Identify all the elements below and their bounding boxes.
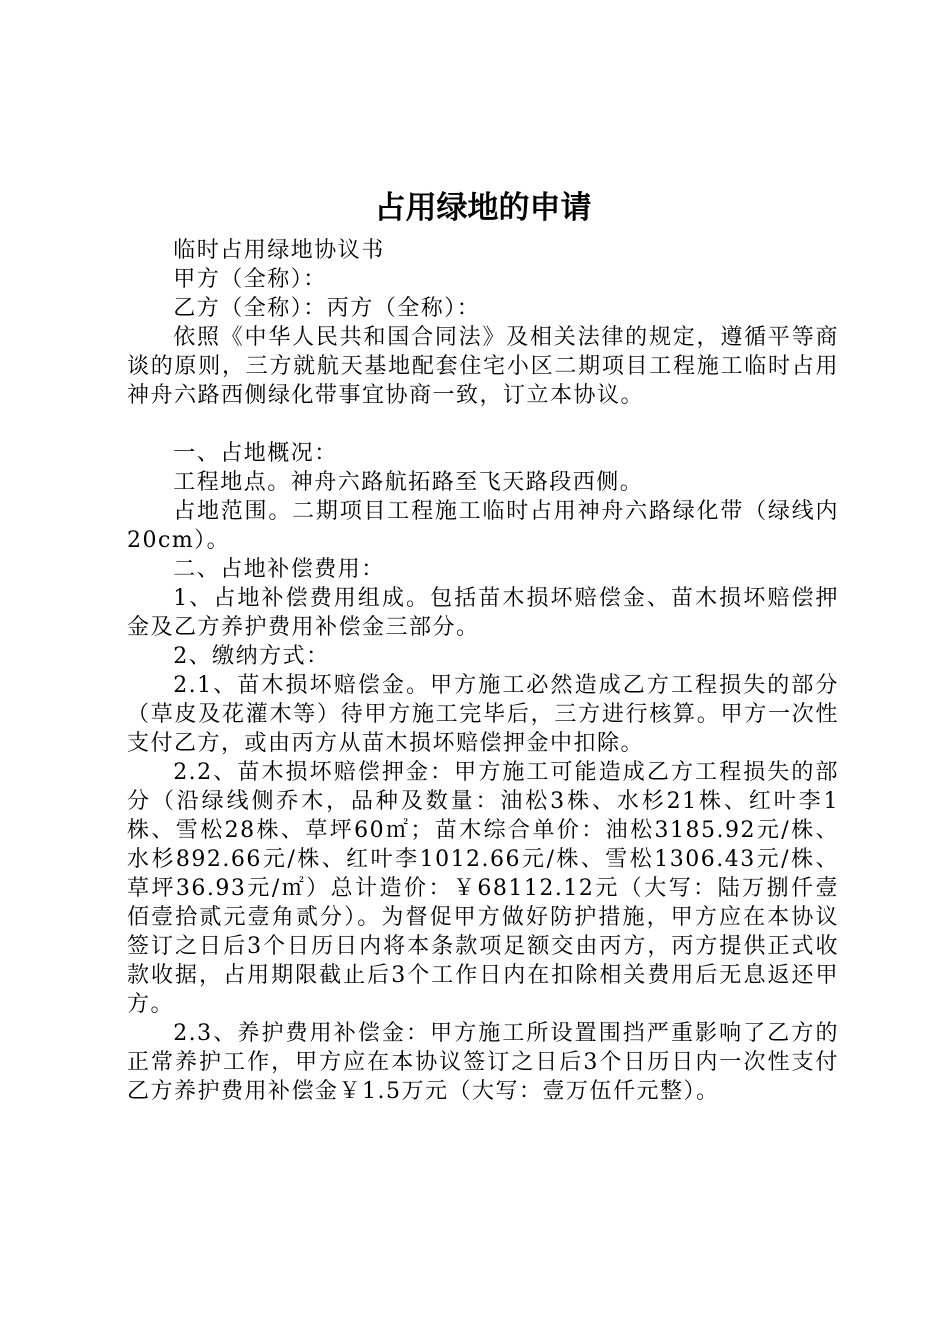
party-a-line: 甲方（全称）： xyxy=(173,267,327,292)
preamble-paragraph: 依照《中华人民共和国合同法》及相关法律的规定，遵循平等商谈的原则，三方就航天基地配套住宅小区二期项目工程施工临时占用神舟六路西侧绿化带事宜协商一致，订立本协议。 xyxy=(127,325,839,408)
section-2-heading: 二、占地补偿费用： xyxy=(173,557,385,582)
payment-method-heading: 2、缴纳方式： xyxy=(173,644,330,669)
compensation-composition-paragraph: 1、占地补偿费用组成。包括苗木损坏赔偿金、苗木损坏赔偿押金及乙方养护费用补偿金三部分。 xyxy=(127,586,839,640)
section-1-heading: 一、占地概况： xyxy=(173,441,338,466)
occupied-area-paragraph: 占地范围。二期项目工程施工临时占用神舟六路绿化带（绿线内20cm）。 xyxy=(127,499,839,553)
document-body xyxy=(127,236,839,1106)
agreement-heading: 临时占用绿地协议书 xyxy=(173,238,385,263)
clause-2-1-paragraph: 2.1、苗木损坏赔偿金。甲方施工必然造成乙方工程损失的部分（草皮及花灌木等）待甲方施工完毕后，三方进行核算。甲方一次性支付乙方，或由丙方从苗木损坏赔偿押金中扣除。 xyxy=(127,673,839,756)
document-title: 占用绿地的申请 xyxy=(374,190,592,226)
party-b-c-line: 乙方（全称）：丙方（全称）： xyxy=(173,296,481,321)
project-location-paragraph: 工程地点。神舟六路航拓路至飞天路段西侧。 xyxy=(173,470,644,495)
clause-2-3-paragraph: 2.3、养护费用补偿金：甲方施工所设置围挡严重影响了乙方的正常养护工作，甲方应在本协议签订之日后3个日历日内一次性支付乙方养护费用补偿金￥1.5万元（大写：壹万伍仟元整）。 xyxy=(127,1021,839,1104)
clause-2-2-paragraph: 2.2、苗木损坏赔偿押金：甲方施工可能造成乙方工程损失的部分（沿绿线侧乔木，品种及数量：油松3株、水杉21株、红叶李1株、雪松28株、草坪60㎡；苗木综合单价：油松3185.92元/株、水杉892.66元/株、红叶李1012.66元/株、雪松1306.43元/株、草坪36.93元/㎡）总计造价：￥68112.12元（大写：陆万捌仟壹佰壹拾贰元壹角贰分）。为督促甲方做好防护措施，甲方应在本协议签订之日后3个日历日内将本条款项足额交由丙方，丙方提供正式收款收据，占用期限截止后3个工作日内在扣除相关费用后无息返还甲方。 xyxy=(127,760,839,1017)
